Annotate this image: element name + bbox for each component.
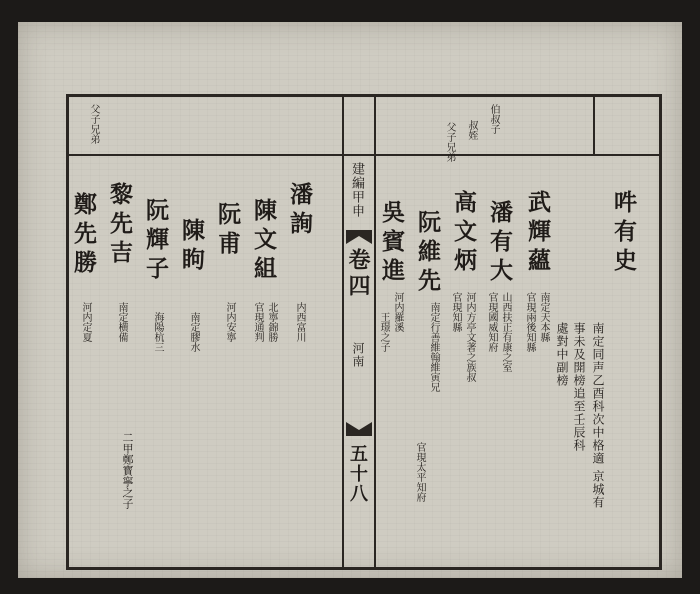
left-bottom-note: 二甲鄭寳寧之子 <box>121 432 134 509</box>
entry-name: 阮甫 <box>214 202 241 260</box>
entry-note: 河内定夏 <box>80 302 91 342</box>
center-rule-right <box>374 94 376 567</box>
entry-name: 陳文組 <box>250 198 277 285</box>
entry-note: 海陽杭三 <box>152 312 163 352</box>
entry-note-2: 官現兩後知縣 <box>524 292 535 352</box>
entry-note: 北寧錦勝 <box>266 302 277 342</box>
entry-note: 南定横備 <box>116 302 127 342</box>
entry-note: 山西扶正有康之室 <box>500 292 511 372</box>
upper-note-1: 伯叔子 <box>488 104 499 134</box>
title-line-2: 事未及開榜追至壬辰科 <box>572 322 586 452</box>
title-line-1: 南定同声乙酉科次中格適 京城有 <box>591 322 605 509</box>
volume-title: 建編甲申 <box>349 162 364 218</box>
fish-tail-ornament-top <box>346 230 372 244</box>
entry-note: 河内羅溪 <box>392 292 403 332</box>
title-line-3: 處對中副榜 <box>555 322 569 387</box>
center-rule-left <box>342 94 344 567</box>
entry-note-2: 官現國威知府 <box>486 292 497 352</box>
entry-note: 南定天本縣 <box>538 292 549 342</box>
document-page <box>18 22 682 578</box>
entry-note-2: 官現知縣 <box>450 292 461 332</box>
entry-name: 潘詢 <box>286 182 313 240</box>
entry-note: 南定行善維翰維寅兄 <box>428 302 439 392</box>
entry-name: 陳眗 <box>178 218 205 276</box>
volume-number: 卷四 <box>345 248 371 300</box>
title-heading: 吽有史 <box>610 190 637 277</box>
entry-name: 黎先吉 <box>106 182 133 269</box>
header-rule <box>66 154 659 156</box>
entry-name: 潘有大 <box>486 200 513 287</box>
entry-note-2: 王璟之子 <box>378 312 389 352</box>
fish-tail-ornament-bottom <box>346 422 372 436</box>
entry-note: 河内安寧 <box>224 302 235 342</box>
entry-note-2: 官現太平知府 <box>414 442 425 502</box>
entry-note: 南定膠水 <box>188 312 199 352</box>
entry-name: 阮維先 <box>414 210 441 297</box>
entry-name: 高文炳 <box>450 190 477 277</box>
entry-name: 武輝蘊 <box>524 190 551 277</box>
entry-note: 内西富川 <box>294 302 305 342</box>
upper-note-3: 父子兄弟 <box>444 122 455 162</box>
entry-note: 河内方亭文著之族叔 <box>464 292 475 382</box>
right-header-divider <box>593 94 595 156</box>
entry-name: 阮輝子 <box>142 198 169 285</box>
page-number: 五十八 <box>347 444 368 504</box>
upper-note-2: 叔姪 <box>466 120 477 140</box>
entry-name: 吳賓進 <box>378 200 405 287</box>
entry-name: 鄭先勝 <box>70 192 97 279</box>
upper-note-left: 父子兄弟 <box>88 104 99 144</box>
entry-note-2: 官現通判 <box>252 302 263 342</box>
region-label: 河南 <box>351 342 365 368</box>
